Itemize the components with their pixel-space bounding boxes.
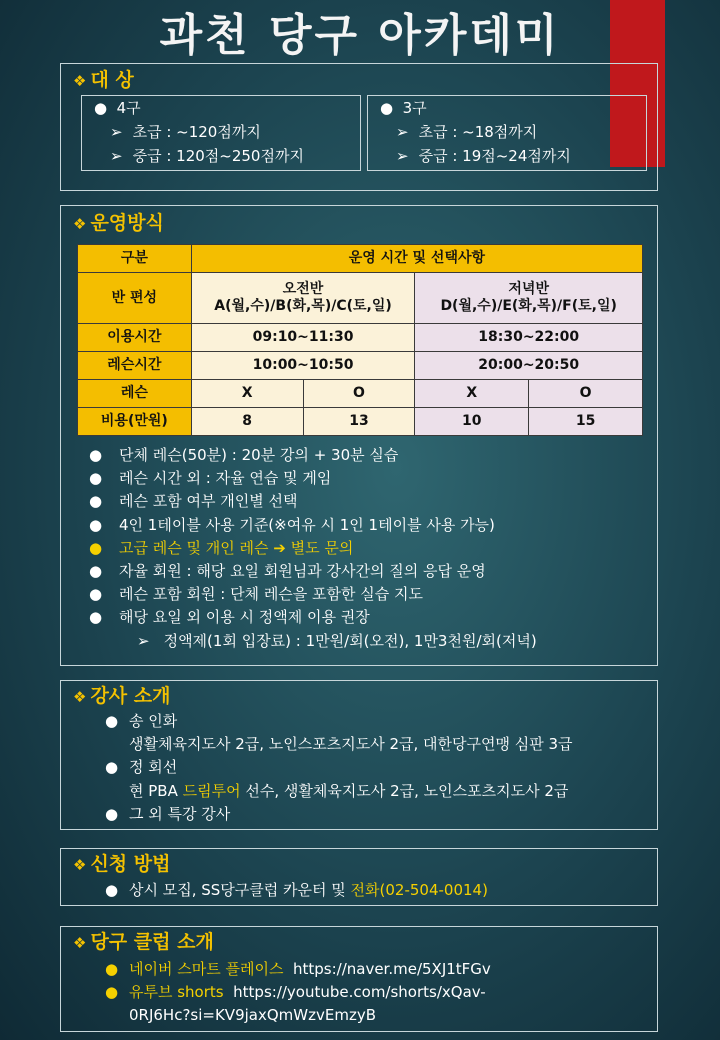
list-item: ● 해당 요일 외 이용 시 정액제 이용 권장 — [89, 606, 537, 629]
apply-list — [105, 879, 488, 902]
dot-icon: ● — [89, 446, 103, 464]
club-links — [105, 958, 491, 1028]
dot-icon: ● — [89, 562, 103, 581]
dot-icon: ● — [380, 99, 394, 117]
table-header-cell: 구분 — [78, 245, 192, 273]
evening-class-cell: 저녁반 D(월,수)/E(화,목)/F(토,일) — [415, 273, 643, 324]
instructor-list — [105, 710, 573, 826]
dot-icon: ● — [89, 608, 103, 627]
club-section — [60, 926, 658, 1032]
dot-icon: ● — [105, 758, 119, 777]
list-item: ● 레슨 시간 외 : 자율 연습 및 게임 — [89, 467, 537, 490]
instructor-desc: 생활체육지도사 2급, 노인스포츠지도사 2급, 대한당구연맹 심판 3급 — [129, 735, 573, 754]
arrow-icon: ➢ — [396, 123, 409, 141]
page-title: 과천 당구 아카데미 — [159, 10, 561, 61]
list-item: ● 상시 모집, SS당구클럽 카운터 및 전화(02-504-0014) — [105, 879, 488, 902]
sub-list-item: ➢ 정액제(1회 입장료) : 1만원/회(오전), 1만3천원/회(저녁) — [137, 631, 537, 650]
dot-icon: ● — [89, 515, 103, 534]
apply-section — [60, 848, 658, 906]
table-cell: 15 — [529, 408, 643, 436]
row-label: 반 편성 — [78, 273, 192, 324]
row-label: 레슨시간 — [78, 352, 192, 380]
diamond-icon: ❖ — [73, 72, 87, 90]
diamond-icon: ❖ — [73, 934, 87, 952]
schedule-table — [77, 244, 643, 436]
list-item: ● 레슨 포함 회원 : 단체 레슨을 포함한 실습 지도 — [89, 583, 537, 606]
table-row — [78, 352, 643, 380]
row-label: 레슨 — [78, 380, 192, 408]
notes-list — [89, 444, 537, 653]
youtube-link-url[interactable]: https://youtube.com/shorts/xQav- — [233, 983, 486, 1002]
group-item: ➢ 중급 : 19점~24점까지 — [396, 147, 571, 165]
group-item: ➢ 초급 : ~18점까지 — [396, 123, 538, 141]
table-cell: X — [191, 380, 303, 408]
target-heading: ❖ 대 상 — [73, 69, 134, 91]
naver-link-url[interactable]: https://naver.me/5XJ1tFGv — [292, 960, 491, 978]
youtube-link-item[interactable]: ● 유투브 shorts https://youtube.com/shorts/xQav- — [105, 981, 491, 1004]
group-item: ➢ 초급 : ~120점까지 — [110, 123, 261, 141]
group-box-4gu — [81, 95, 361, 171]
table-row — [78, 273, 643, 324]
table-cell: 8 — [191, 408, 303, 436]
dot-icon: ● — [105, 804, 119, 823]
group-box-3gu — [367, 95, 647, 171]
group-name: ● 3구 — [380, 99, 427, 117]
table-cell: 13 — [303, 408, 415, 436]
dot-icon: ● — [105, 983, 119, 1002]
youtube-link-url-cont[interactable]: 0RJ6Hc?si=KV9jaxQmWzvEmzyB — [129, 1006, 376, 1025]
table-row — [78, 324, 643, 352]
table-header-cell: 운영 시간 및 선택사항 — [191, 245, 642, 273]
dot-icon: ● — [105, 881, 119, 899]
group-item: ➢ 중급 : 120점~250점까지 — [110, 147, 304, 165]
arrow-icon: ➢ — [137, 631, 150, 650]
table-cell: O — [303, 380, 415, 408]
target-section — [60, 63, 658, 191]
instructor-desc: 현 PBA 드림투어 선수, 생활체육지도사 2급, 노인스포츠지도사 2급 — [129, 781, 569, 800]
dot-icon: ● — [94, 99, 108, 117]
operation-heading: ❖ 운영방식 — [73, 212, 164, 234]
instructor-name: ● 송 인화 — [105, 710, 573, 733]
diamond-icon: ❖ — [73, 856, 87, 874]
dot-icon: ● — [105, 712, 119, 730]
club-heading: ❖ 당구 클럽 소개 — [73, 931, 214, 953]
operation-section — [60, 205, 658, 666]
instructors-section — [60, 680, 658, 830]
row-label: 이용시간 — [78, 324, 192, 352]
apply-heading: ❖ 신청 방법 — [73, 853, 171, 875]
instructor-name: ● 정 회선 — [105, 756, 573, 779]
list-item-highlight: ● 고급 레슨 및 개인 레슨 ➔ 별도 문의 — [89, 537, 537, 560]
table-row — [78, 380, 643, 408]
list-item: ● 단체 레슨(50분) : 20분 강의 + 30분 실습 — [89, 444, 537, 467]
dot-icon: ● — [89, 492, 103, 511]
table-cell: X — [415, 380, 529, 408]
table-cell: 20:00~20:50 — [415, 352, 643, 380]
dot-icon: ● — [105, 960, 119, 978]
table-cell: 18:30~22:00 — [415, 324, 643, 352]
table-row — [78, 408, 643, 436]
instructors-heading: ❖ 강사 소개 — [73, 685, 171, 707]
list-item: ● 자율 회원 : 해당 요일 회원님과 강사간의 질의 응답 운영 — [89, 560, 537, 583]
arrow-icon: ➢ — [110, 123, 123, 141]
table-cell: O — [529, 380, 643, 408]
dot-icon: ● — [89, 538, 103, 557]
naver-link-item[interactable]: ● 네이버 스마트 플레이스 https://naver.me/5XJ1tFGv — [105, 958, 491, 981]
arrow-icon: ➢ — [396, 147, 409, 165]
dot-icon: ● — [89, 585, 103, 604]
diamond-icon: ❖ — [73, 688, 87, 706]
arrow-icon: ➢ — [110, 147, 123, 165]
table-cell: 10:00~10:50 — [191, 352, 415, 380]
table-cell: 09:10~11:30 — [191, 324, 415, 352]
list-item: ● 4인 1테이블 사용 기준(※여유 시 1인 1테이블 사용 가능) — [89, 514, 537, 537]
list-item: ● 레슨 포함 여부 개인별 선택 — [89, 490, 537, 513]
dot-icon: ● — [89, 469, 103, 488]
table-cell: 10 — [415, 408, 529, 436]
morning-class-cell: 오전반 A(월,수)/B(화,목)/C(토,일) — [191, 273, 415, 324]
row-label: 비용(만원) — [78, 408, 192, 436]
table-header-row — [78, 245, 643, 273]
diamond-icon: ❖ — [73, 215, 87, 233]
group-name: ● 4구 — [94, 99, 141, 117]
instructor-name: ● 그 외 특강 강사 — [105, 803, 573, 826]
